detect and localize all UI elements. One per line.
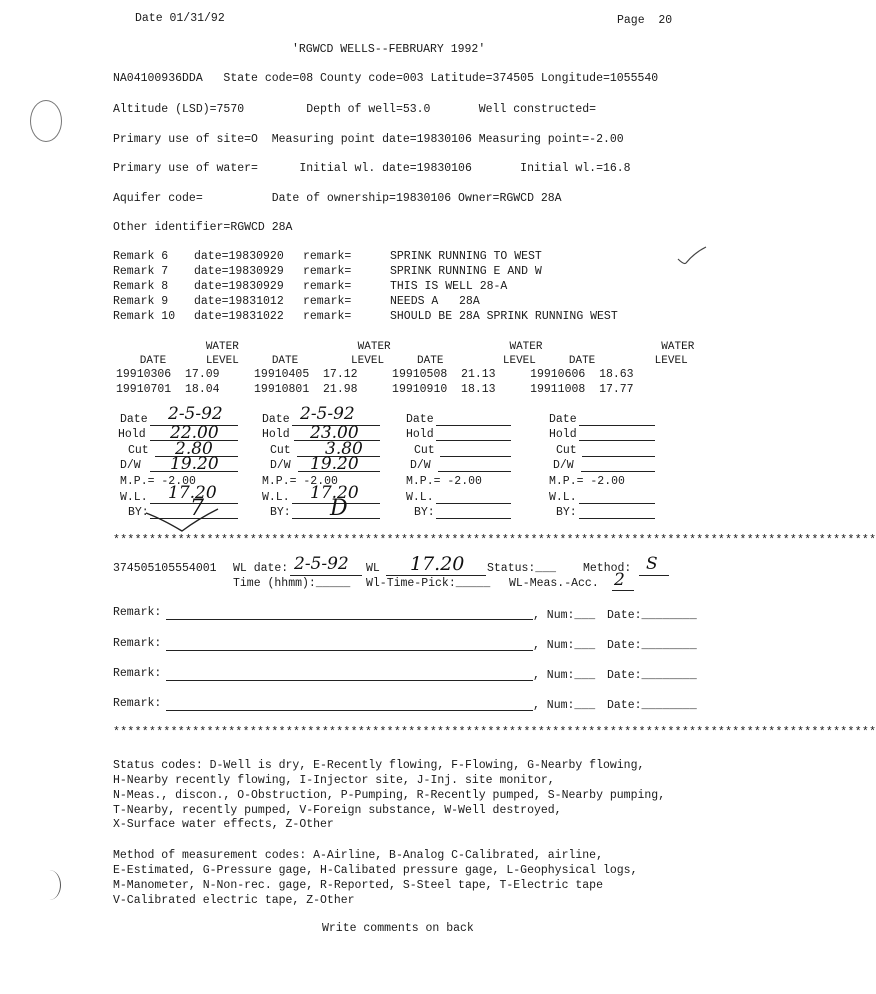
status-codes-line: X-Surface water effects, Z-Other (113, 818, 334, 831)
header-page: Page 20 (617, 14, 673, 27)
entry-cut-value: 2.80 (175, 439, 213, 459)
remark-text: NEEDS A 28A (390, 295, 480, 308)
entry-by-line[interactable] (579, 518, 655, 519)
time-label: Time (hhmm):_____ (233, 577, 351, 590)
table-header: DATE LEVEL DATE LEVEL DATE LEVEL DATE LEVEL (120, 355, 688, 367)
status-codes-line: Status codes: D-Well is dry, E-Recently flowing, F-Flowing, G-Nearby flowing, (113, 759, 645, 772)
remark-line-input[interactable] (166, 650, 533, 651)
entry-dw-value: 19.20 (310, 454, 359, 474)
remark-key: remark= (303, 310, 352, 323)
remark-date: date=19830929 (194, 265, 284, 278)
header-date: Date 01/31/92 (135, 12, 225, 25)
wl-date-value: 2-5-92 (294, 554, 349, 574)
entry-by-value: D (330, 496, 348, 521)
entry-mp-label: M.P.= -2.00 (262, 475, 338, 488)
status-codes-line: N-Meas., discon., O-Obstruction, P-Pumping, R-Recently pumped, S-Nearby pumping, (113, 789, 666, 802)
site-info-line: Primary use of water= Initial wl. date=19830106 Initial wl.=16.8 (113, 162, 631, 175)
status-label: Status:___ (487, 562, 557, 575)
entry-wl-label: W.L. (120, 491, 148, 504)
table-header: WATER WATER WATER WATER (120, 341, 695, 353)
entry-dw-value: 19.20 (170, 454, 219, 474)
remark-line-label: Remark: (113, 637, 162, 650)
remark-line-label: Remark: (113, 606, 162, 619)
wl-value-line[interactable] (386, 575, 486, 576)
remark-label: Remark 8 (113, 280, 169, 293)
entry-hold-label: Hold (406, 428, 434, 441)
table-row: 19910306 17.09 19910405 17.12 19910508 21.13 19910606 18.63 (116, 368, 634, 381)
remark-key: remark= (303, 295, 352, 308)
entry-dw-label: D/W (120, 459, 141, 472)
entry-hold-label: Hold (262, 428, 290, 441)
wl-value: 17.20 (410, 553, 465, 575)
remark-date: date=19831012 (194, 295, 284, 308)
remark-line-num: , Num:___ (533, 699, 596, 712)
check-mark-icon (676, 245, 708, 267)
method-codes-line: V-Calibrated electric tape, Z-Other (113, 894, 355, 907)
remark-date: date=19831022 (194, 310, 284, 323)
entry-hold-value: 23.00 (310, 423, 359, 443)
entry-date-line[interactable] (579, 425, 655, 426)
entry-mp-label: M.P.= -2.00 (549, 475, 625, 488)
entry-dw-line[interactable] (438, 471, 511, 472)
entry-mp-label: M.P.= -2.00 (406, 475, 482, 488)
remark-label: Remark 9 (113, 295, 169, 308)
separator-stars: ********************************************************************************************************** (113, 534, 876, 547)
entry-cut-label: Cut (270, 444, 291, 457)
entry-wl-value: 17.20 (310, 483, 359, 503)
remark-text: SPRINK RUNNING E AND W (390, 265, 542, 278)
remark-key: remark= (303, 265, 352, 278)
entry-cut-line[interactable] (440, 456, 511, 457)
entry-date-label: Date (120, 413, 148, 426)
entry-date-label: Date (549, 413, 577, 426)
footer-note: Write comments on back (322, 922, 474, 935)
method-codes-line: M-Manometer, N-Non-rec. gage, R-Reported, S-Steel tape, T-Electric tape (113, 879, 603, 892)
remark-line-input[interactable] (166, 710, 533, 711)
entry-dw-label: D/W (270, 459, 291, 472)
entry-wl-label: W.L. (262, 491, 290, 504)
remark-label: Remark 10 (113, 310, 176, 323)
remark-line-label: Remark: (113, 667, 162, 680)
entry-wl-line[interactable] (436, 503, 511, 504)
punch-hole-top (30, 100, 62, 142)
entry-wl-value: 17.20 (168, 483, 217, 503)
entry-by-label: BY: (414, 506, 435, 519)
entry-by-value: 7 (190, 496, 204, 521)
entry-hold-line[interactable] (436, 440, 511, 441)
method-codes-line: E-Estimated, G-Pressure gage, H-Calibated pressure gage, L-Geophysical logs, (113, 864, 638, 877)
remark-text: SHOULD BE 28A SPRINK RUNNING WEST (390, 310, 618, 323)
entry-dw-line[interactable] (581, 471, 655, 472)
entry-by-line[interactable] (436, 518, 511, 519)
entry-cut-value: 3.80 (325, 439, 363, 459)
entry-by-label: BY: (270, 506, 291, 519)
entry-date-line[interactable] (436, 425, 511, 426)
site-info-line: Altitude (LSD)=7570 Depth of well=53.0 Well constructed= (113, 103, 597, 116)
wl-meas-acc-label: WL-Meas.-Acc. (509, 577, 599, 590)
entry-cut-line[interactable] (582, 456, 655, 457)
entry-hold-value: 22.00 (170, 423, 219, 443)
site-info-line: NA04100936DDA State code=08 County code=003 Latitude=374505 Longitude=1055540 (113, 72, 659, 85)
wl-meas-acc-line[interactable] (612, 590, 634, 591)
remark-key: remark= (303, 280, 352, 293)
remark-line-num: , Num:___ (533, 639, 596, 652)
document-title: 'RGWCD WELLS--FEBRUARY 1992' (292, 43, 486, 56)
entry-dw-label: D/W (553, 459, 574, 472)
entry-by-label: BY: (128, 506, 149, 519)
entry-date-value: 2-5-92 (168, 404, 223, 424)
remark-line-input[interactable] (166, 680, 533, 681)
method-value: S (646, 554, 658, 574)
remark-line-num: , Num:___ (533, 669, 596, 682)
wl-site-id: 374505105554001 (113, 562, 217, 575)
remark-text: THIS IS WELL 28-A (390, 280, 508, 293)
wl-date-label: WL date: (233, 562, 289, 575)
entry-date-label: Date (262, 413, 290, 426)
site-info-line: Aquifer code= Date of ownership=19830106 Owner=RGWCD 28A (113, 192, 562, 205)
remark-line-label: Remark: (113, 697, 162, 710)
remark-line-date: Date:________ (607, 699, 697, 712)
initials-scribble-icon (142, 505, 222, 535)
entry-by-label: BY: (556, 506, 577, 519)
entry-hold-label: Hold (118, 428, 146, 441)
entry-hold-label: Hold (549, 428, 577, 441)
remark-label: Remark 6 (113, 250, 169, 263)
entry-cut-label: Cut (128, 444, 149, 457)
method-value-line[interactable] (639, 575, 669, 576)
remark-text: SPRINK RUNNING TO WEST (390, 250, 542, 263)
remark-line-num: , Num:___ (533, 609, 596, 622)
status-codes-line: H-Nearby recently flowing, I-Injector site, J-Inj. site monitor, (113, 774, 555, 787)
site-info-line: Other identifier=RGWCD 28A (113, 221, 293, 234)
remark-line-input[interactable] (166, 619, 533, 620)
entry-date-value: 2-5-92 (300, 404, 355, 424)
entry-date-label: Date (406, 413, 434, 426)
remark-date: date=19830920 (194, 250, 284, 263)
entry-cut-label: Cut (414, 444, 435, 457)
separator-stars: ********************************************************************************************************** (113, 726, 876, 739)
remark-date: date=19830929 (194, 280, 284, 293)
site-info-line: Primary use of site=O Measuring point date=19830106 Measuring point=-2.00 (113, 133, 624, 146)
remark-key: remark= (303, 250, 352, 263)
table-row: 19910701 18.04 19910801 21.98 19910910 18.13 19911008 17.77 (116, 383, 634, 396)
wl-date-line[interactable] (290, 575, 362, 576)
entry-wl-label: W.L. (549, 491, 577, 504)
remark-line-date: Date:________ (607, 609, 697, 622)
wl-time-pick-label: Wl-Time-Pick:_____ (366, 577, 491, 590)
entry-dw-label: D/W (410, 459, 431, 472)
remark-line-date: Date:________ (607, 669, 697, 682)
entry-wl-label: W.L. (406, 491, 434, 504)
entry-hold-line[interactable] (579, 440, 655, 441)
status-codes-line: T-Nearby, recently pumped, V-Foreign substance, W-Well destroyed, (113, 804, 562, 817)
entry-wl-line[interactable] (579, 503, 655, 504)
remark-line-date: Date:________ (607, 639, 697, 652)
punch-hole-bottom (38, 870, 61, 900)
wl-label: WL (366, 562, 380, 575)
remark-label: Remark 7 (113, 265, 169, 278)
entry-mp-label: M.P.= -2.00 (120, 475, 196, 488)
entry-cut-label: Cut (556, 444, 577, 457)
method-label: Method: (583, 562, 632, 575)
method-codes-line: Method of measurement codes: A-Airline, B-Analog C-Calibrated, airline, (113, 849, 603, 862)
wl-meas-acc-value: 2 (614, 570, 625, 590)
